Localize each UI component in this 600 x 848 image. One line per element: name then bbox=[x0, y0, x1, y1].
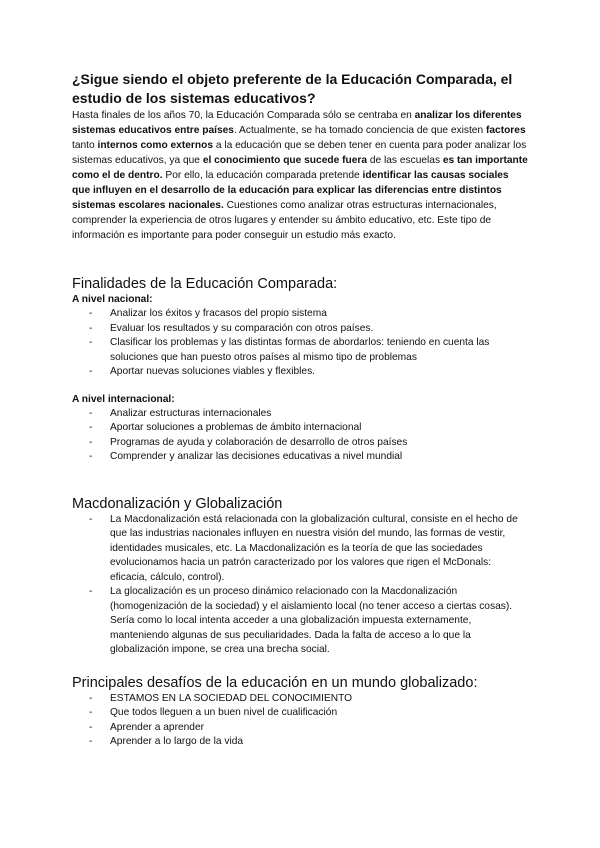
list-internacional bbox=[72, 407, 528, 465]
list-item: - Aprender a aprender bbox=[72, 721, 528, 736]
list-item: - Evaluar los resultados y su comparación con otros países. bbox=[72, 322, 528, 337]
text-run: Por ello, la educación comparada pretende bbox=[162, 170, 363, 181]
list-item: - Analizar estructuras internacionales bbox=[72, 407, 528, 422]
text-run: a la educación que se deben tener en cuenta para poder analizar los sistemas educativos, ya que bbox=[72, 140, 527, 166]
text-run: . Actualmente, se ha tomado conciencia de que existen bbox=[233, 125, 486, 136]
text-run: tanto bbox=[72, 140, 98, 151]
section-heading-desafios: Principales desafíos de la educación en un mundo globalizado: bbox=[72, 674, 478, 691]
list-item: - Aprender a lo largo de la vida bbox=[72, 735, 528, 750]
list-item: - Aportar soluciones a problemas de ámbito internacional bbox=[72, 421, 528, 436]
bold-text-run: el conocimiento que sucede fuera bbox=[202, 155, 367, 166]
list-item: - Clasificar los problemas y las distintas formas de abordarlos: teniendo en cuenta las soluciones que han puesto otros países al mismo tipo de problemas bbox=[72, 336, 528, 365]
text-run: Hasta finales de los años 70, la Educación Comparada sólo se centraba en bbox=[72, 110, 415, 121]
list-item: - Analizar los éxitos y fracasos del propio sistema bbox=[72, 307, 528, 322]
subheading-internacional: A nivel internacional: bbox=[72, 393, 175, 405]
list-item: - ESTAMOS EN LA SOCIEDAD DEL CONOCIMIENTO bbox=[72, 692, 528, 707]
list-item: - Que todos lleguen a un buen nivel de cualificación bbox=[72, 706, 528, 721]
bold-text-run: identificar las causas sociales que influyen en el desarrollo de la educación para explicar las diferencias entre distintos sistemas escolares nacionales. bbox=[72, 170, 509, 211]
section-heading-macdonalizacion: Macdonalización y Globalización bbox=[72, 495, 283, 512]
list-item: - La Macdonalización está relacionada con la globalización cultural, consiste en el hecho de que las industrias nacionales influyen en nuestra visión del mundo, las formas de vestir, identidades musicales, etc. La Macdonalización es la teoría de que las sociedades evolucionamos hacia un patrón caracterizado por los valores que rigen el McDonals: eficacia, cálculo, control). bbox=[72, 513, 528, 586]
bold-text-run: factores bbox=[485, 125, 526, 136]
document-page bbox=[72, 70, 528, 750]
text-run: Cuestiones como analizar otras estructuras internacionales, comprender la experiencia de otros lugares y entender su ámbito educativo, etc. Este tipo de información es importante para poder conseguir un estudio más exacto. bbox=[72, 200, 497, 241]
list-item: - La glocalización es un proceso dinámico relacionado con la Macdonalización (homogenización de la sociedad) y el aislamiento local (no tener acceso a ciertas cosas). Sería como lo local intenta acceder a una globalización impuesta externamente, manteniendo algunas de sus peculiaridades. Dada la falta de acceso a lo que la globalización impone, se crea una brecha social. bbox=[72, 585, 528, 658]
bold-text-run: analizar los diferentes sistemas educativos entre países bbox=[72, 110, 522, 136]
subheading-nacional: A nivel nacional: bbox=[72, 294, 153, 305]
list-macdonalizacion bbox=[72, 513, 528, 658]
list-desafios bbox=[72, 692, 528, 750]
bold-text-run: internos como externos bbox=[97, 140, 213, 151]
list-nacional bbox=[72, 307, 528, 380]
text-run: de las escuelas bbox=[367, 155, 443, 166]
bold-text-run: es tan importante como el de dentro. bbox=[72, 155, 528, 181]
intro-paragraph bbox=[72, 108, 528, 243]
list-item: - Aportar nuevas soluciones viables y flexibles. bbox=[72, 365, 528, 380]
page-title: ¿Sigue siendo el objeto preferente de la Educación Comparada, el estudio de los sistemas educativos? bbox=[72, 71, 513, 106]
section-heading-finalidades: Finalidades de la Educación Comparada: bbox=[72, 276, 338, 292]
list-item: - Comprender y analizar las decisiones educativas a nivel mundial bbox=[72, 450, 528, 465]
list-item: - Programas de ayuda y colaboración de desarrollo de otros países bbox=[72, 436, 528, 451]
